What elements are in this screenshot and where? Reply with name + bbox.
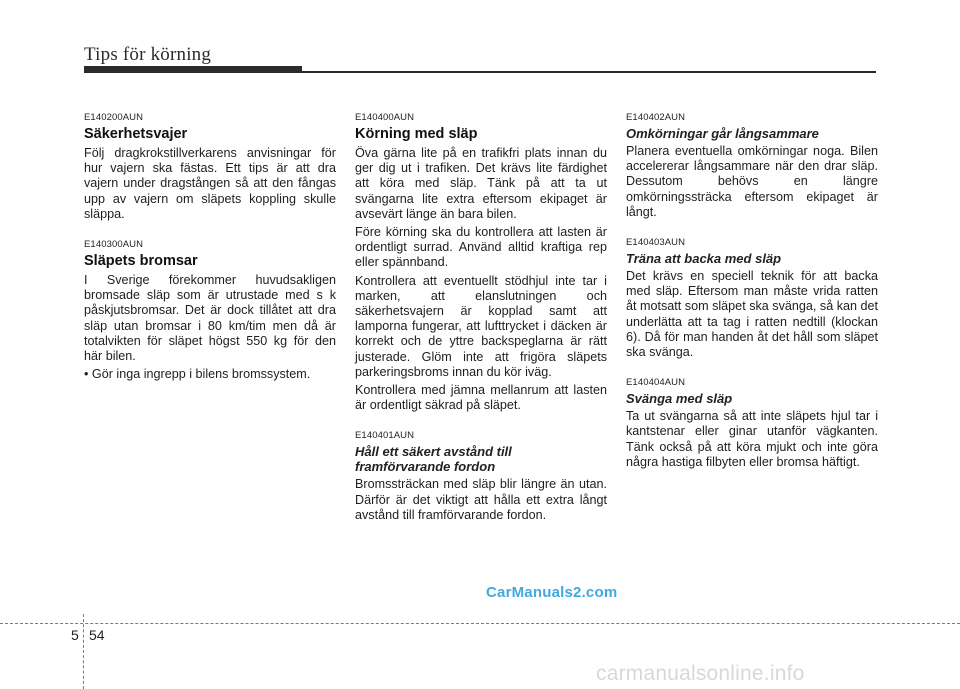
column-middle — [355, 112, 607, 526]
paragraph: I Sverige förekommer huvudsakligen bromsade släp som är utrustade med s k påskjutsbromsar. Det är dock tillåtet att dra släp utan bromsar i 80 km/tim men då är totalvikten för släpet högst 550 kg för den här bilen. — [84, 273, 336, 364]
subheading-sakert-avstand: Håll ett säkert avstånd till framförvarande fordon — [355, 444, 512, 475]
subheading-backa-med-slap: Träna att backa med släp — [626, 251, 782, 267]
section-code: E140402AUN — [626, 112, 686, 123]
section-heading-slapets-bromsar: Släpets bromsar — [84, 253, 198, 270]
paragraph: Det krävs en speciell teknik för att backa med släp. Eftersom man måste vrida ratten åt motsatt som släpet ska svänga, så kan det underlätta att ta tag i ratten nedtill (klockan 6). Då för man handen åt det håll som släpet ska svänga. — [626, 269, 879, 360]
paragraph: Kontrollera att eventuellt stödhjul inte tar i marken, att elanslutningen och säkerhetsvajern är kopplad samt att lamporna fungerar, att lufttrycket i däcken är korrekt och de yttre backspeglarna är rätt justerade. Glöm inte att frigöra släpets parkeringsbroms innan du kör iväg. — [355, 273, 607, 379]
paragraph: Planera eventuella omkörningar noga. Bilen accelererar långsammare när den drar släp. Dessutom behövs en längre omkörningssträcka eftersom ekipaget är långt. — [626, 144, 878, 219]
page-number: 54 — [89, 627, 105, 643]
column-right — [626, 112, 878, 473]
page-header-title: Tips för körning — [84, 44, 212, 65]
section-heading-sakerhetsvajer: Säkerhetsvajer — [84, 126, 188, 142]
section-code: E140200AUN — [84, 112, 144, 123]
watermark-link[interactable]: CarManuals2.com — [486, 584, 618, 601]
site-watermark: carmanualsonline.info — [596, 662, 805, 685]
bullet-item: • Gör inga ingrepp i bilens bromssystem. — [84, 367, 311, 382]
section-code: E140401AUN — [355, 430, 415, 442]
paragraph: Öva gärna lite på en trafikfri plats innan du ger dig ut i trafiken. Det krävs lite färdighet att köra med släp. Tänk på att ta ut svängarna lite extra eftersom ekipaget är avsevärt länge än bara bilen. — [355, 146, 607, 221]
section-code: E140300AUN — [84, 239, 144, 251]
footer-rule — [0, 623, 960, 624]
header-rule — [84, 71, 876, 73]
section-code: E140400AUN — [355, 112, 415, 123]
paragraph: Följ dragkrokstillverkarens anvisningar för hur vajern ska fästas. Ett tips är att dra vajern under dragstången så att den fångas upp av vajern om släpets koppling skulle släppa. — [84, 146, 336, 221]
subheading-svanga-med-slap: Svänga med släp — [626, 391, 733, 407]
section-code: E140404AUN — [626, 377, 686, 389]
subheading-omkorningar: Omkörningar går långsammare — [626, 126, 819, 141]
chapter-number: 5 — [71, 627, 79, 643]
column-left — [84, 112, 336, 385]
paragraph: Före körning ska du kontrollera att lasten är ordentligt surrad. Använd alltid kraftiga rep eller spännband. — [355, 225, 607, 270]
paragraph: Bromssträckan med släp blir längre än utan. Därför är det viktigt att hålla ett extra långt avstånd till framförvarande fordon. — [355, 477, 607, 522]
paragraph: Ta ut svängarna så att inte släpets hjul tar i kantstenar eller ginar utanför vägkanten. Tänk också på att köra mjukt och inte göra några hastiga filbyten eller bromsa häftigt. — [626, 409, 878, 469]
footer-divider — [83, 614, 84, 689]
section-heading-korning-med-slap: Körning med släp — [355, 126, 478, 142]
section-code: E140403AUN — [626, 237, 686, 249]
paragraph: Kontrollera med jämna mellanrum att lasten är ordentligt säkrad på släpet. — [355, 383, 607, 413]
